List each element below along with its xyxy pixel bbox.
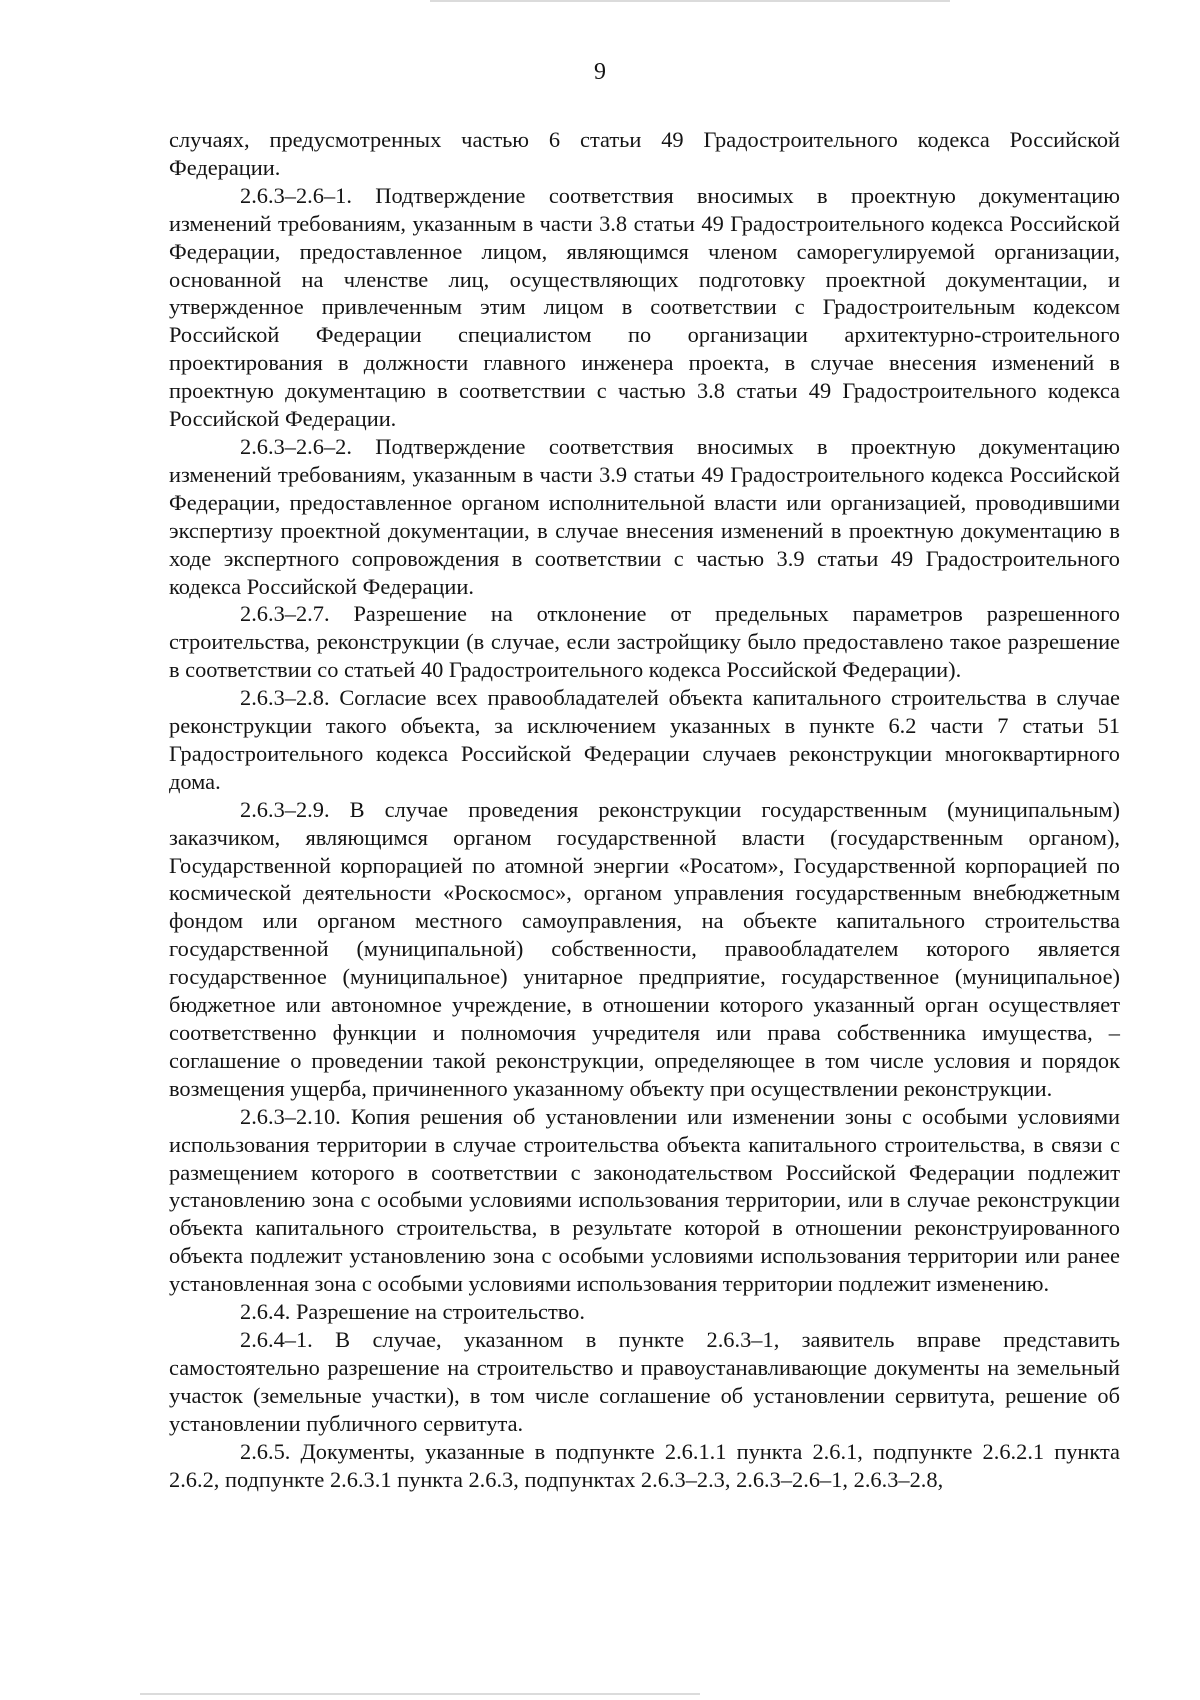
paragraph-2-6-3-2-9: 2.6.3–2.9. В случае проведения реконструкции государственным (муниципальным) заказчиком, являющимся органом государственной власти (государственным органом), Государственной корпорацией по атомной энергии «Росатом», Государственной корпорацией по космической деятельности «Роскосмос», органом управления государственным внебюджетным фондом или органом местного самоуправления, на объекте капитального строительства государственной (муниципальной) собственности, правообладателем которого является государственное (муниципальное) унитарное предприятие, государственное (муниципальное) бюджетное или автономное учреждение, в отношении которого указанный орган осуществляет соответственно функции и полномочия учредителя или права собственника имущества, – соглашение о проведении такой реконструкции, определяющее в том числе условия и порядок возмещения ущерба, причиненного указанному объекту при осуществлении реконструкции.: [169, 796, 1120, 1101]
paragraph-2-6-3-2-8: 2.6.3–2.8. Согласие всех правообладателей объекта капитального строительства в случае реконструкции такого объекта, за исключением указанных в пункте 6.2 части 7 статьи 51 Градостроительного кодекса Российской Федерации случаев реконструкции многоквартирного дома.: [169, 685, 1120, 794]
scan-artifact-bottom: [140, 1693, 700, 1695]
paragraph-2-6-4: 2.6.4. Разрешение на строительство.: [240, 1299, 585, 1325]
paragraph-2-6-3-2-10: 2.6.3–2.10. Копия решения об установлении или изменении зоны с особыми условиями использования территории в случае строительства объекта капитального строительства, в связи с размещением которого в соответствии с законодательством Российской Федерации подлежит установлению зона с особыми условиями использования территории, или в случае реконструкции объекта капитального строительства, в результате которой в отношении реконструированного объекта подлежит установлению зона с особыми условиями использования территории или ранее установленная зона с особыми условиями использования территории подлежит изменению.: [169, 1103, 1120, 1297]
paragraph-2-6-4-1: 2.6.4–1. В случае, указанном в пункте 2.6.3–1, заявитель вправе представить самостоятельно разрешение на строительство и правоустанавливающие документы на земельный участок (земельные участки), в том числе соглашение об установлении сервитута, решение об установлении публичного сервитута.: [169, 1326, 1120, 1436]
paragraph-continuation: случаях, предусмотренных частью 6 статьи 49 Градостроительного кодекса Российской Федерации.: [169, 127, 1120, 180]
document-body: [169, 126, 1120, 1493]
page-number: 9: [594, 59, 606, 85]
paragraph-2-6-3-2-7: 2.6.3–2.7. Разрешение на отклонение от предельных параметров разрешенного строительства, реконструкции (в случае, если застройщику было предоставлено такое разрешение в соответствии со статьей 40 Градостроительного кодекса Российской Федерации).: [169, 601, 1120, 683]
paragraph-2-6-3-2-6-1: 2.6.3–2.6–1. Подтверждение соответствия вносимых в проектную документацию изменений требованиям, указанным в части 3.8 статьи 49 Градостроительного кодекса Российской Федерации, предоставленное лицом, являющимся членом саморегулируемой организации, основанной на членстве лиц, осуществляющих подготовку проектной документации, и утвержденное привлеченным этим лицом в соответствии с Градостроительным кодексом Российской Федерации специалистом по организации архитектурно-строительного проектирования в должности главного инженера проекта, в случае внесения изменений в проектную документацию в соответствии с частью 3.8 статьи 49 Градостроительного кодекса Российской Федерации.: [169, 182, 1120, 432]
paragraph-2-6-3-2-6-2: 2.6.3–2.6–2. Подтверждение соответствия вносимых в проектную документацию изменений требованиям, указанным в части 3.9 статьи 49 Градостроительного кодекса Российской Федерации, предоставленное органом исполнительной власти или организацией, проводившими экспертизу проектной документации, в случае внесения изменений в проектную документацию в ходе экспертного сопровождения в соответствии с частью 3.9 статьи 49 Градостроительного кодекса Российской Федерации.: [169, 433, 1120, 599]
scan-artifact-top: [430, 0, 950, 2]
paragraph-2-6-5: 2.6.5. Документы, указанные в подпункте 2.6.1.1 пункта 2.6.1, подпункте 2.6.2.1 пункта 2.6.2, подпункте 2.6.3.1 пункта 2.6.3, подпунктах 2.6.3–2.3, 2.6.3–2.6–1, 2.6.3–2.8,: [169, 1438, 1120, 1492]
